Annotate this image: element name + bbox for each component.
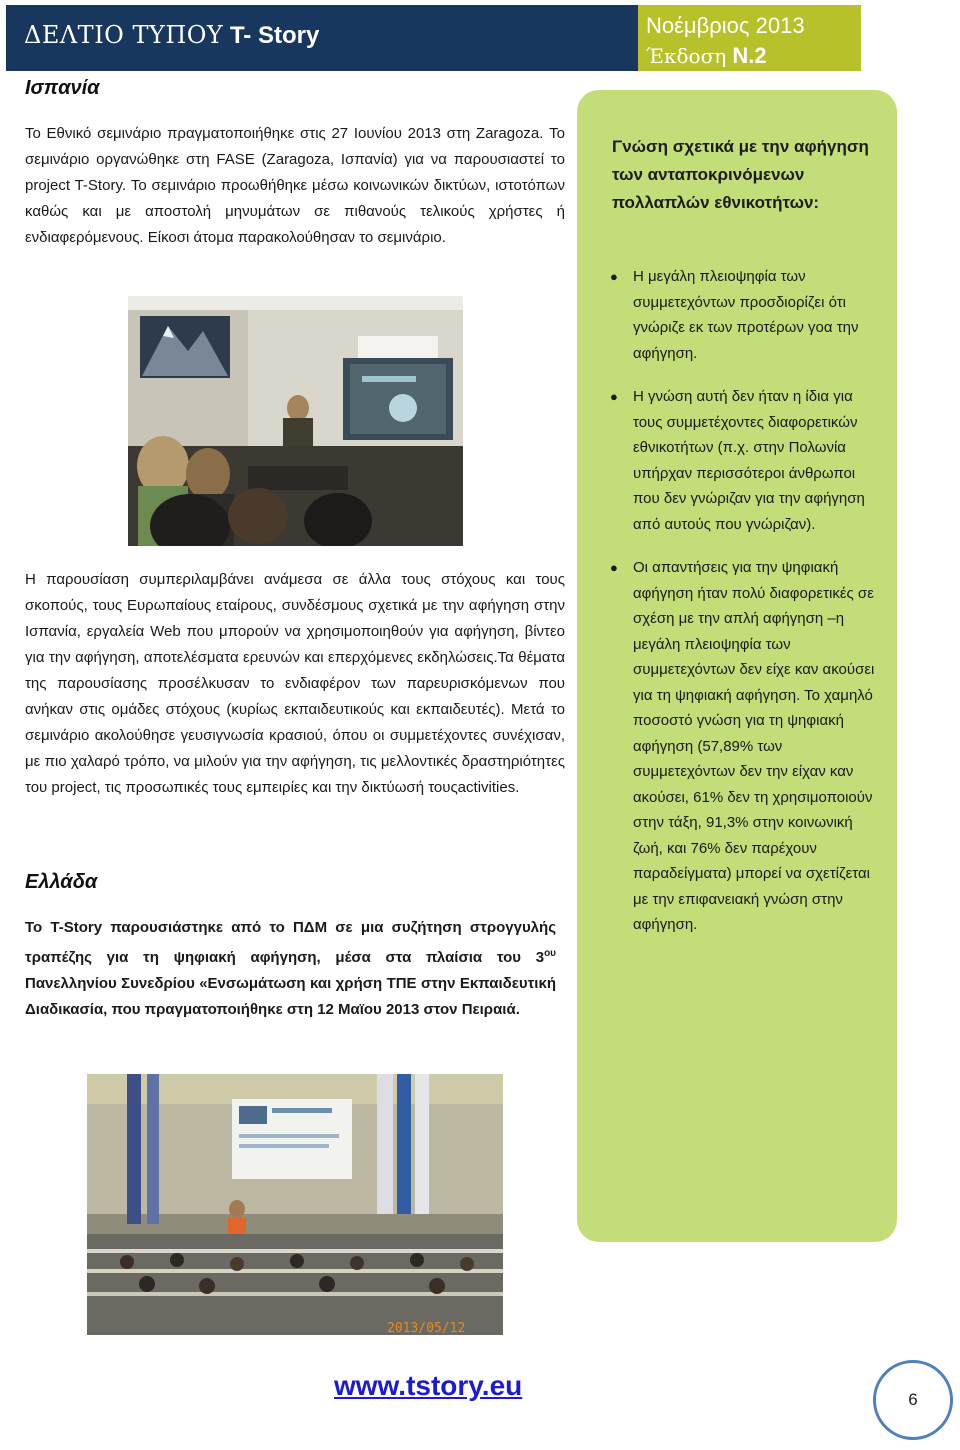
issue-date: Νοέμβριος 2013 (646, 13, 805, 38)
title-prefix: ΔΕΛΤΙΟ ΤΥΠΟΥ (24, 21, 224, 49)
list-item (610, 384, 882, 537)
spain-heading: Ισπανία (25, 77, 100, 99)
page-number: 6 (873, 1360, 953, 1440)
greece-superscript: ου (544, 948, 556, 959)
sidebar-bullet-list (610, 264, 882, 956)
spain-intro-paragraph: Το Εθνικό σεμινάριο πραγματοποιήθηκε στις 27 Ιουνίου 2013 στη Zaragoza. Το σεμινάριο οργανώθηκε στη FASE (Zaragoza, Ισπανία) για να παρουσιαστεί το project T-Story. Το σεμινάριο προωθήθηκε μέσω κοινωνικών δικτύων, ιστοτόπων καθώς και με αποστολή μηνυμάτων σε πιθανούς τελικούς χρήστες ή ενδιαφερόμενους. Είκοσι άτομα παρακολούθησαν το σεμινάριο. (25, 125, 565, 246)
spain-body-paragraph: Η παρουσίαση συμπεριλαμβάνει ανάμεσα σε άλλα τους στόχους και τους σκοπούς, τους Ευρωπαίους εταίρους, συνδέσμους σχετικά με την αφήγηση στην Ισπανία, εργαλεία Web που μπορούν να χρησιμοποιηθούν για αφήγηση, βίντεο για την αφήγηση, αποτελέσματα ερευνών και επερχόμενες εκδηλώσεις.Τα θέματα της παρουσίασης προσέλκυσαν το ενδιαφέρον των παρευρισκόμενων που ανήκαν στις ομάδες στόχους (κυρίως εκπαιδευτικούς και εκπαιδευτές). Μετά το σεμινάριο ακολούθησε γευσιγνωσία κρασιού, όπου οι συμμετέχοντες συνέχισαν, με πιο χαλαρό τρόπο, να μιλούν για την αφήγηση, τις μελλοντικές δραστηριότητες του project, τις προσωπικές τους εμπειρίες και την δικτύωσή τουςactivities. (25, 571, 565, 796)
greece-paragraph (25, 915, 556, 1023)
bullet-icon: ● (610, 389, 618, 404)
header-title-bar (6, 5, 638, 71)
photo-datestamp: 2013/05/12 (387, 1321, 466, 1335)
website-link[interactable]: www.tstory.eu (334, 1370, 523, 1401)
newsletter-title (24, 21, 319, 50)
spain-seminar-photo (128, 296, 463, 546)
sidebar-title: Γνώση σχετικά με την αφήγηση των ανταποκρινόμενων πολλαπλών εθνικοτήτων: (612, 137, 869, 212)
list-item (610, 555, 882, 938)
list-item-text: Η μεγάλη πλειοψηφία των συμμετεχόντων προσδιορίζει ότι γνώριζε εκ των προτέρων γοα την αφήγηση. (633, 268, 859, 362)
spain-seminar-photo-illustration (128, 296, 463, 546)
edition-label: Έκδοση (646, 44, 727, 68)
greece-heading: Ελλάδα (25, 871, 98, 893)
title-brand: T- Story (229, 22, 320, 49)
greece-conference-photo-illustration (87, 1074, 503, 1335)
bullet-icon: ● (610, 560, 618, 575)
bullet-icon: ● (610, 269, 618, 284)
edition-info (646, 43, 767, 69)
list-item-text: Η γνώση αυτή δεν ήταν η ίδια για τους συμμετέχοντες διαφορετικών εθνικοτήτων (π.χ. στην Πολωνία υπήρχαν περισσότεροι άνθρωποι που δεν γνώριζαν για την αφήγηση από αυτούς που γνώριζαν). (633, 388, 865, 533)
greece-text-before: Το T-Story παρουσιάστηκε από το ΠΔΜ σε μια συζήτηση στρογγυλής τραπέζης για τη ψηφιακή αφήγηση, μέσα στα πλαίσια του 3 (25, 919, 556, 966)
greece-text-after: Πανελληνίου Συνεδρίου «Ενσωμάτωση και χρήση ΤΠΕ στην Εκπαιδευτική Διαδικασία, που πραγματοποιήθηκε στη 12 Μαϊου 2013 στον Πειραιά. (25, 975, 556, 1018)
header-date-bar (638, 5, 861, 71)
edition-number: Ν.2 (732, 43, 767, 68)
list-item-text: Οι απαντήσεις για την ψηφιακή αφήγηση ήταν πολύ διαφορετικές σε σχέση με την απλή αφήγηση –η μεγάλη πλειοψηφία των συμμετεχόντων δεν είχε καν ακούσει για τη ψηφιακή αφήγηση. Το χαμηλό ποσοστό γνώση για τη ψηφιακή αφήγηση (57,89% των συμμετεχόντων δεν την είχαν καν ακούσει, 61% δεν τη χρησιμοποιούν στην τάξη, 91,3% στην κοινωνική ζωή, και 76% δεν παρέχουν παραδείγματα) μπορεί να σχετίζεται με την επιφανειακή γνώση στην αφήγηση. (633, 559, 875, 933)
greece-conference-photo (87, 1074, 503, 1335)
list-item (610, 264, 882, 366)
